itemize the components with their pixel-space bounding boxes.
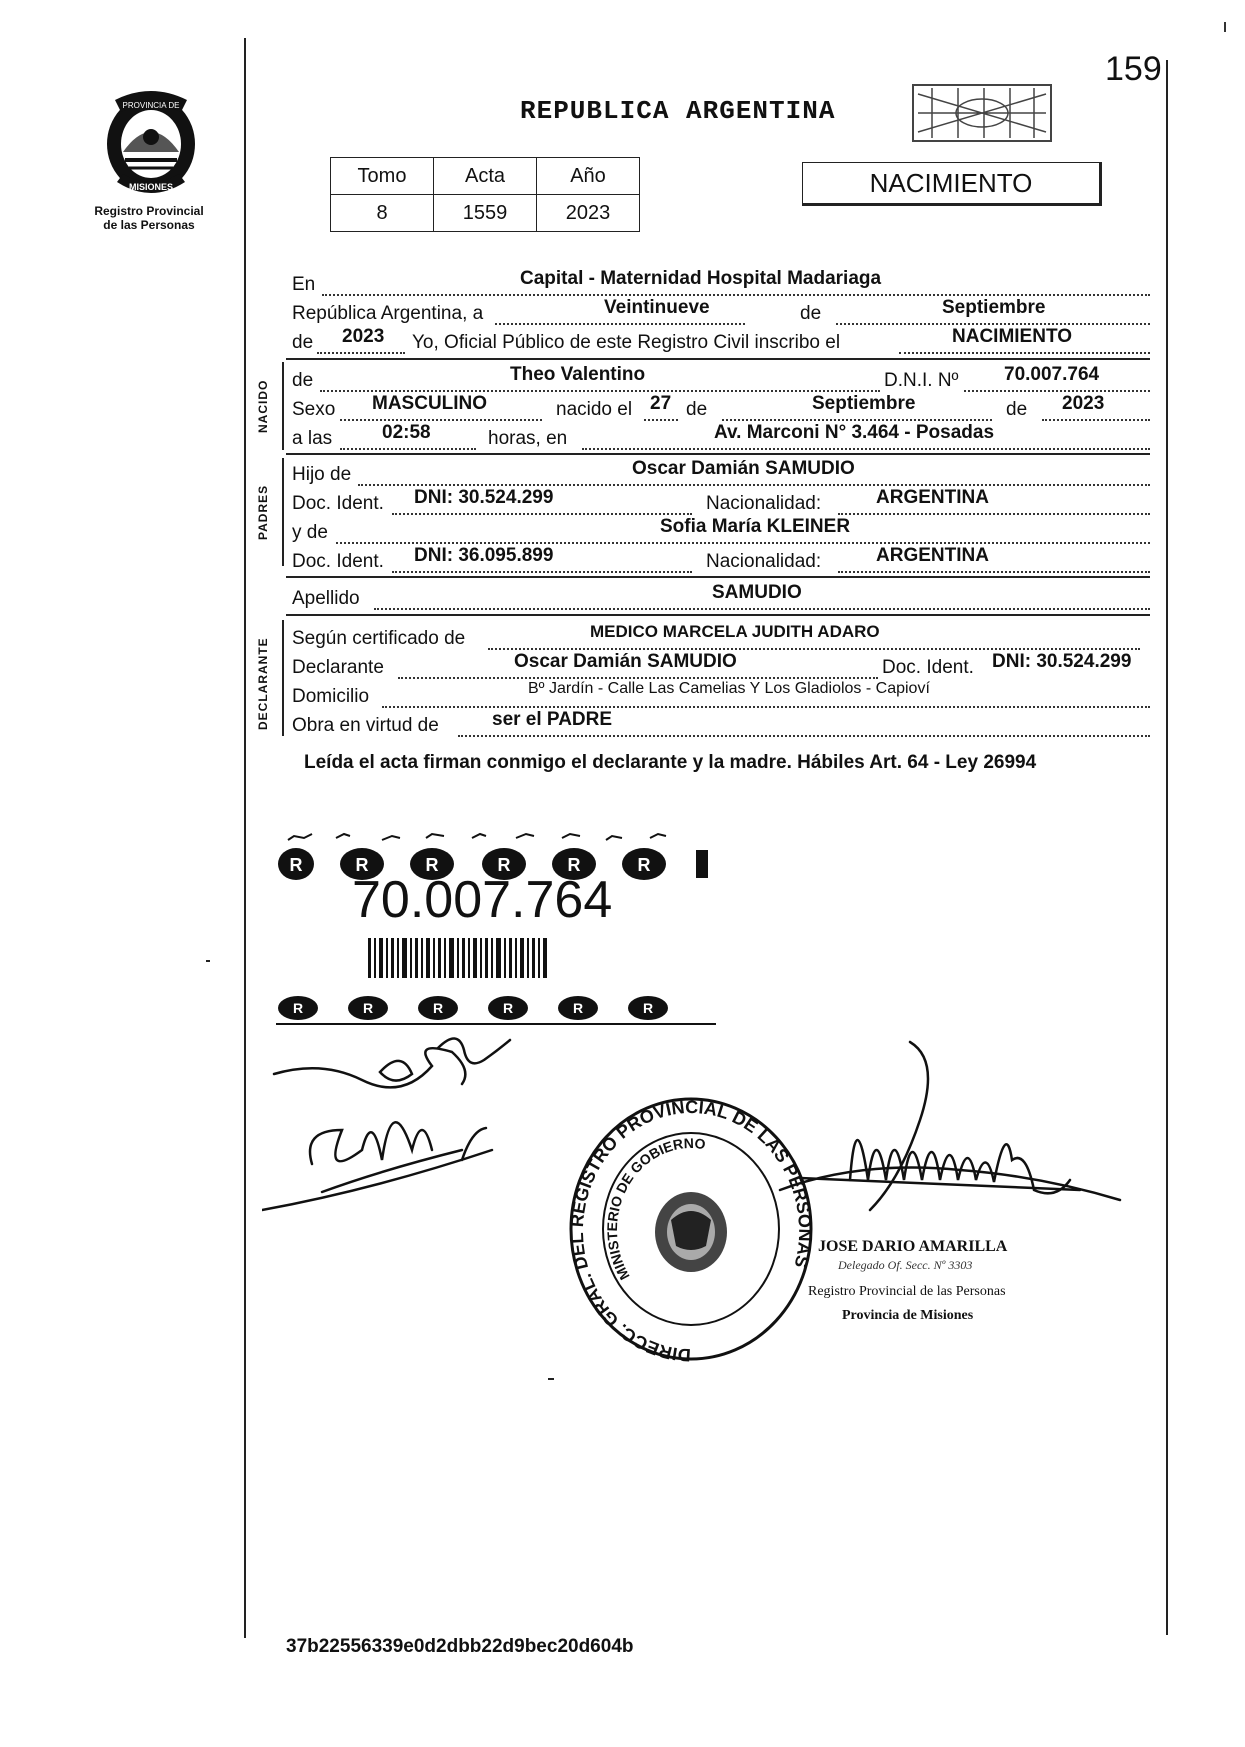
official-signature-icon [700,1040,1140,1260]
father-name: Oscar Damián SAMUDIO [632,458,855,479]
nombre-row [292,364,1150,394]
apellido-label: Apellido [292,588,360,609]
registration-year: 2023 [342,326,385,347]
de-label: de [1006,399,1028,420]
de-label: de [686,399,708,420]
republica-label: República Argentina, a [292,303,484,324]
de-label: de [292,332,314,353]
declarante-label: Declarante [292,657,384,678]
father-doc: DNI: 30.524.299 [414,487,554,508]
child-name: Theo Valentino [510,364,646,385]
registration-day: Veintinueve [604,297,710,318]
anio-value: 2023 [537,195,640,232]
svg-text:R: R [355,855,369,875]
svg-text:R: R [432,1000,444,1016]
domicilio-label: Domicilio [292,686,370,707]
nacionalidad-label: Nacionalidad: [706,493,822,514]
nacionalidad-label: Nacionalidad: [706,551,822,572]
declarant-signature-icon [262,1030,552,1220]
misiones-logo-icon [95,82,207,202]
svg-text:PROVINCIA DE: PROVINCIA DE [122,101,180,110]
seal-stamp-icon [912,84,1052,142]
y-de-label: y de [292,522,328,543]
section-divider [286,358,1150,360]
svg-text:R: R [567,855,581,875]
svg-text:R: R [637,855,651,875]
certificate-issuer: MEDICO MARCELA JUDITH ADARO [590,622,880,641]
declarante-row [292,651,1150,681]
right-margin-line [1166,60,1168,1635]
acting-as-value: ser el PADRE [492,709,613,730]
mother-name: Sofia María KLEINER [660,516,851,537]
address-value: Bº Jardín - Calle Las Camelias Y Los Gladiolos - Capioví [528,680,930,697]
mother-nationality: ARGENTINA [876,545,989,566]
doc-label: Doc. Ident. [292,493,384,514]
svg-text:MINISTERIO DE GOBIERNO: MINISTERIO DE GOBIERNO [603,1134,707,1283]
apellido-row [292,582,1150,612]
logo-caption [84,204,214,232]
svg-text:R: R [289,855,303,875]
svg-text:R: R [292,1000,304,1016]
record-table [330,157,640,232]
official-role: Delegado Of. Secc. Nº 3303 [838,1258,973,1272]
official-name: JOSE DARIO AMARILLA [818,1238,1008,1255]
declarant-doc: DNI: 30.524.299 [992,651,1132,672]
birth-year: 2023 [1062,393,1105,414]
section-divider [286,453,1150,455]
de-label: de [800,303,822,324]
place-row [292,268,1150,298]
padres-section-label: PADRES [256,484,270,540]
registration-month: Septiembre [942,297,1046,318]
id-stamp-graphic [276,832,746,1052]
signing-note: Leída el acta firman conmigo el declarante y la madre. Hábiles Art. 64 - Ley 26994 [304,752,1037,773]
table-header: Acta [434,158,537,195]
father-nationality: ARGENTINA [876,487,989,508]
child-sex: MASCULINO [372,393,488,414]
page-number: 159 [1105,50,1162,88]
document-type-box: NACIMIENTO [802,162,1102,206]
date-row [292,297,1150,327]
nacido-section-label: NACIDO [256,379,270,433]
logo-caption-line2: de las Personas [103,218,195,232]
svg-text:R: R [502,1000,514,1016]
svg-text:R: R [497,855,511,875]
hijo-label: Hijo de [292,464,352,485]
madre-row [292,516,1150,546]
madre-doc-row [292,545,1150,575]
registration-type: NACIMIENTO [952,326,1072,347]
svg-text:R: R [572,1000,584,1016]
padres-bracket [282,458,284,566]
document-hash: 37b22556339e0d2dbb22d9bec20d604b [286,1636,634,1657]
barcode-number: 70.007.764 [352,871,613,929]
left-margin-line [244,38,246,1638]
birth-day: 27 [650,393,672,414]
svg-text:R: R [362,1000,374,1016]
section-divider [286,614,1150,616]
official-province: Provincia de Misiones [842,1308,974,1323]
certificado-label: Según certificado de [292,628,466,649]
dni-label: D.N.I. Nº [884,370,959,391]
page-title: REPUBLICA ARGENTINA [520,96,836,126]
declarante-bracket [282,620,284,736]
official-office: Registro Provincial de las Personas [808,1284,1006,1299]
sexo-label: Sexo [292,399,336,420]
svg-text:DIRECC. GRAL. DEL REGISTRO PRO: DIRECC. GRAL. DEL REGISTRO PROVINCIAL DE LAS PERSONAS [566,1096,816,1364]
mother-doc: DNI: 36.095.899 [414,545,554,566]
child-dni: 70.007.764 [1004,364,1100,385]
obra-label: Obra en virtud de [292,715,439,736]
stray-mark [548,1378,554,1380]
svg-text:R: R [642,1000,654,1016]
year-row [292,326,1150,356]
sexo-row [292,393,1150,423]
obra-row [292,709,1150,739]
domicilio-row [292,680,1150,710]
tomo-value: 8 [331,195,434,232]
doc-label: Doc. Ident. [882,657,974,678]
birth-time: 02:58 [382,422,431,443]
en-label: En [292,274,316,295]
surname-value: SAMUDIO [712,582,802,603]
declarant-name: Oscar Damián SAMUDIO [514,651,737,672]
padre-doc-row [292,487,1150,517]
section-divider [286,576,1150,578]
table-header: Tomo [331,158,434,195]
svg-text:R: R [425,855,439,875]
birth-month: Septiembre [812,393,916,414]
nacido-bracket [282,362,284,450]
place-value: Capital - Maternidad Hospital Madariaga [520,268,882,289]
nacido-label: nacido el [556,399,633,420]
horas-label: horas, en [488,428,568,449]
a-las-label: a las [292,428,333,449]
svg-text:MISIONES: MISIONES [128,182,174,192]
hora-row [292,422,1150,452]
padre-row [292,458,1150,488]
de-label: de [292,370,314,391]
certificado-row [292,622,1150,652]
yo-text: Yo, Oficial Público de este Registro Civil inscribo el [412,332,841,353]
doc-label: Doc. Ident. [292,551,384,572]
declarante-section-label: DECLARANTE [256,637,270,730]
barcode-icon [368,938,547,978]
margin-mark [1224,22,1226,32]
acta-value: 1559 [434,195,537,232]
table-header: Año [537,158,640,195]
birth-place: Av. Marconi N° 3.464 - Posadas [714,422,995,443]
logo-caption-line1: Registro Provincial [94,204,204,218]
stray-mark [206,960,210,962]
